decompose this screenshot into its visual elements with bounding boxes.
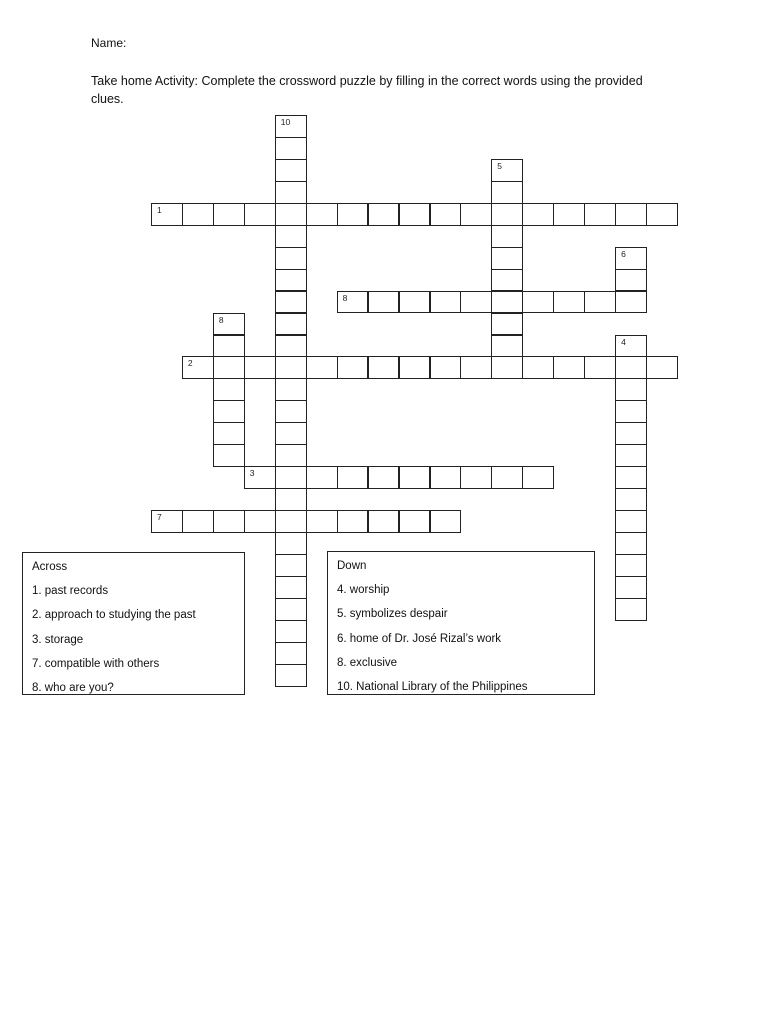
down-clue: 6. home of Dr. José Rizal’s work [337,632,502,645]
grid-cell[interactable] [584,291,616,314]
grid-cell[interactable] [368,356,400,379]
name-label: Name: [91,36,127,50]
clue-number: 8 [342,292,348,303]
down-clue: 4. worship [337,584,390,597]
grid-cell[interactable] [553,203,585,226]
grid-cell[interactable] [275,510,307,533]
grid-cell[interactable] [182,356,214,379]
grid-cell[interactable] [275,203,307,226]
grid-cell[interactable] [646,203,678,226]
grid-cell[interactable] [615,488,647,511]
grid-cell[interactable] [275,335,307,358]
grid-cell[interactable] [213,378,245,401]
grid-cell[interactable] [491,225,523,248]
grid-cell[interactable] [337,203,369,226]
grid-cell[interactable] [213,203,245,226]
clue-number: 10 [280,117,291,127]
grid-cell[interactable] [275,598,307,621]
across-clue: 1. past records [32,585,109,598]
grid-cell[interactable] [275,466,307,489]
grid-cell[interactable] [337,291,369,314]
grid-cell[interactable] [491,203,523,226]
grid-cell[interactable] [491,247,523,270]
grid-cell[interactable] [522,466,554,489]
grid-cell[interactable] [399,466,431,489]
grid-cell[interactable] [460,466,492,489]
grid-cell[interactable] [306,466,338,489]
grid-cell[interactable] [368,466,400,489]
grid-cell[interactable] [615,444,647,467]
grid-cell[interactable] [615,203,647,226]
grid-cell[interactable] [615,400,647,423]
grid-cell[interactable] [275,225,307,248]
grid-cell[interactable] [646,356,678,379]
grid-cell[interactable] [337,356,369,379]
grid-cell[interactable] [244,466,276,489]
grid-cell[interactable] [213,313,245,336]
grid-cell[interactable] [615,269,647,292]
across-clue: 2. approach to studying the past [32,609,196,622]
grid-cell[interactable] [491,181,523,204]
grid-cell[interactable] [615,335,647,358]
down-clue: 8. exclusive [337,656,398,669]
grid-cell[interactable] [615,532,647,555]
grid-cell[interactable] [430,466,462,489]
grid-cell[interactable] [244,203,276,226]
down-clues-box [327,551,595,695]
grid-cell[interactable] [615,554,647,577]
grid-cell[interactable] [615,378,647,401]
grid-cell[interactable] [213,510,245,533]
across-heading: Across [32,561,68,573]
grid-cell[interactable] [275,400,307,423]
grid-cell[interactable] [399,291,431,314]
down-clue: 5. symbolizes despair [337,608,448,621]
grid-cell[interactable] [615,422,647,445]
grid-cell[interactable] [368,291,400,314]
grid-cell[interactable] [460,356,492,379]
grid-cell[interactable] [491,269,523,292]
clue-number: 4 [621,336,626,347]
grid-cell[interactable] [182,203,214,226]
grid-cell[interactable] [306,510,338,533]
grid-cell[interactable] [275,137,307,160]
grid-cell[interactable] [275,620,307,643]
grid-cell[interactable] [491,466,523,489]
grid-cell[interactable] [584,356,616,379]
grid-cell[interactable] [491,291,523,314]
grid-cell[interactable] [399,356,431,379]
clue-number: 5 [497,160,503,171]
grid-cell[interactable] [213,356,245,379]
grid-cell[interactable] [275,642,307,665]
grid-cell[interactable] [213,444,245,467]
grid-cell[interactable] [491,335,523,358]
grid-cell[interactable] [275,115,307,138]
grid-cell[interactable] [275,159,307,182]
down-heading: Down [337,560,367,572]
grid-cell[interactable] [275,181,307,204]
clue-number: 6 [621,248,626,259]
grid-cell[interactable] [275,664,307,687]
grid-cell[interactable] [244,356,276,379]
grid-cell[interactable] [584,203,616,226]
clue-number: 7 [157,512,162,523]
grid-cell[interactable] [553,291,585,314]
grid-cell[interactable] [275,269,307,292]
down-clue: 10. National Library of the Philippines [337,680,528,693]
grid-cell[interactable] [491,159,523,182]
grid-cell[interactable] [275,444,307,467]
grid-cell[interactable] [615,576,647,599]
grid-cell[interactable] [430,291,462,314]
grid-cell[interactable] [275,576,307,599]
clue-number: 3 [249,468,255,479]
grid-cell[interactable] [368,510,400,533]
grid-cell[interactable] [275,313,307,336]
grid-cell[interactable] [275,247,307,270]
grid-cell[interactable] [275,488,307,511]
grid-cell[interactable] [368,203,400,226]
grid-cell[interactable] [491,313,523,336]
across-clue: 3. storage [32,633,84,646]
grid-cell[interactable] [615,598,647,621]
instructions: Take home Activity: Complete the crossword puzzle by filling in the correct words using the provided clues. [91,74,643,106]
grid-cell[interactable] [460,291,492,314]
across-clues-box [22,552,245,695]
grid-cell[interactable] [306,356,338,379]
grid-cell[interactable] [399,510,431,533]
grid-cell[interactable] [337,510,369,533]
clue-number: 1 [157,204,162,215]
grid-cell[interactable] [213,335,245,358]
grid-cell[interactable] [615,291,647,314]
grid-cell[interactable] [399,203,431,226]
grid-cell[interactable] [275,291,307,314]
grid-cell[interactable] [213,400,245,423]
grid-cell[interactable] [275,532,307,555]
grid-cell[interactable] [522,356,554,379]
grid-cell[interactable] [244,510,276,533]
grid-cell[interactable] [430,510,462,533]
grid-cell[interactable] [491,356,523,379]
grid-cell[interactable] [430,356,462,379]
grid-cell[interactable] [275,378,307,401]
clue-number: 2 [187,358,193,369]
grid-cell[interactable] [151,203,183,226]
grid-cell[interactable] [430,203,462,226]
across-clue: 7. compatible with others [32,657,160,670]
grid-cell[interactable] [460,203,492,226]
grid-cell[interactable] [615,510,647,533]
clue-number: 8 [218,314,224,325]
grid-cell[interactable] [275,356,307,379]
grid-cell[interactable] [522,203,554,226]
across-clue: 8. who are you? [32,681,114,694]
grid-cell[interactable] [337,466,369,489]
grid-cell[interactable] [151,510,183,533]
grid-cell[interactable] [615,466,647,489]
grid-cell[interactable] [182,510,214,533]
grid-cell[interactable] [306,203,338,226]
grid-cell[interactable] [275,554,307,577]
grid-cell[interactable] [615,356,647,379]
grid-cell[interactable] [275,422,307,445]
grid-cell[interactable] [615,247,647,270]
grid-cell[interactable] [213,422,245,445]
grid-cell[interactable] [553,356,585,379]
grid-cell[interactable] [522,291,554,314]
